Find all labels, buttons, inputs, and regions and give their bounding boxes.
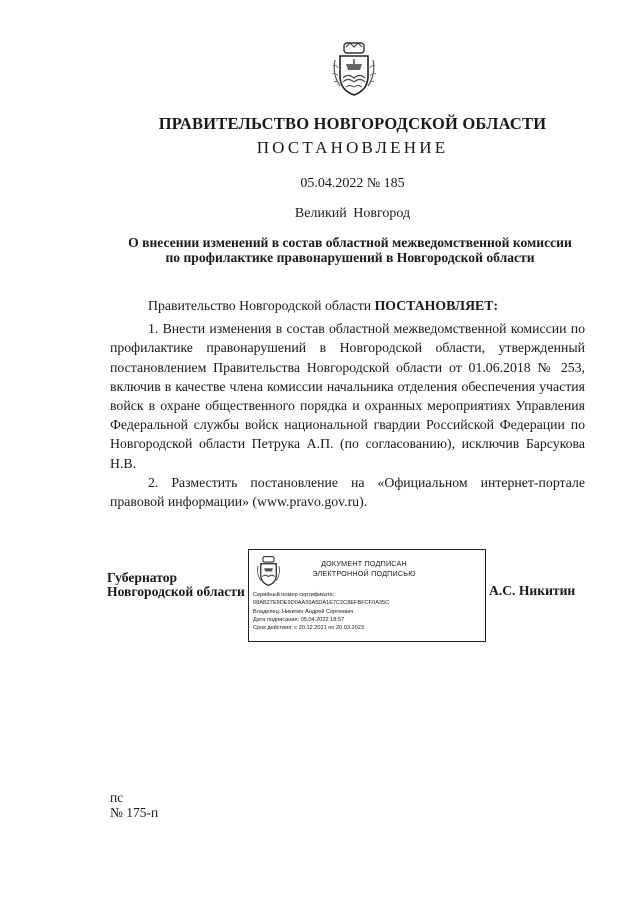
stamp-heading-line-2: ЭЛЕКТРОННОЙ ПОДПИСЬЮ — [312, 569, 416, 578]
document-footer — [110, 790, 158, 820]
signatory-name: А.С. Никитин — [489, 583, 576, 598]
document-subject — [105, 235, 595, 265]
signatory-title — [107, 571, 245, 599]
intro-decree-word: ПОСТАНОВЛЯЕТ: — [374, 298, 499, 313]
subject-line-2: по профилактике правонарушений в Новгородской области — [165, 250, 535, 265]
document-type: ПОСТАНОВЛЕНИЕ — [256, 138, 449, 157]
novgorod-coat-of-arms-icon — [330, 42, 378, 96]
stamp-serial-value: 68AB27E9DE9D0AA39A5DA1E7C2C8EFBFCF0A35C — [253, 600, 390, 607]
paragraph-2: 2. Разместить постановление на «Официальном интернет-портале правовой информации» (www.pravo.gov.ru). — [110, 474, 585, 510]
document-body — [110, 296, 585, 511]
paragraph-1: 1. Внести изменения в состав областной межведомственной комиссии по профилактике правонарушений в Новгородской области, утвержденный постановлением Правительства Новгородской области от 01.06.2018 № 253, включив в качестве члена комиссии начальника отделения обеспечения участия войск в охране общественного порядка и охранных мероприятиях Управления Федеральной службы войск национальной гвардии Российской Федерации по Новгородской области Петрука А.П. (по согласованию), исключив Барсукова Н.В. — [110, 321, 585, 471]
stamp-heading — [289, 559, 439, 579]
stamp-signed-date: Дата подписания: 05.04.2022 18:57 — [253, 616, 345, 623]
document-date-number: 05.04.2022 № 185 — [300, 176, 405, 191]
footer-line-2: № 175-п — [110, 805, 159, 820]
document-city: Великий Новгород — [294, 206, 411, 221]
signatory-title-line-2: Новгородской области — [107, 584, 245, 599]
electronic-signature-stamp — [248, 549, 486, 642]
signatory-title-line-1: Губернатор — [107, 570, 178, 585]
stamp-heading-line-1: ДОКУМЕНТ ПОДПИСАН — [321, 559, 407, 568]
subject-line-1: О внесении изменений в состав областной межведомственной комиссии — [128, 235, 572, 250]
stamp-details — [253, 591, 481, 632]
footer-line-1: пс — [110, 790, 124, 805]
intro-prefix: Правительство Новгородской области — [148, 298, 372, 313]
stamp-owner: Владелец: Никитин Андрей Сергеевич — [253, 608, 354, 615]
government-title: ПРАВИТЕЛЬСТВО НОВГОРОДСКОЙ ОБЛАСТИ — [158, 114, 547, 133]
stamp-serial-label: Серийный номер сертификата: — [253, 592, 335, 598]
intro-paragraph — [110, 296, 585, 315]
novgorod-coat-of-arms-icon — [255, 556, 282, 586]
stamp-validity: Срок действия: с 20.12.2021 по 20.03.2023 — [253, 625, 364, 632]
